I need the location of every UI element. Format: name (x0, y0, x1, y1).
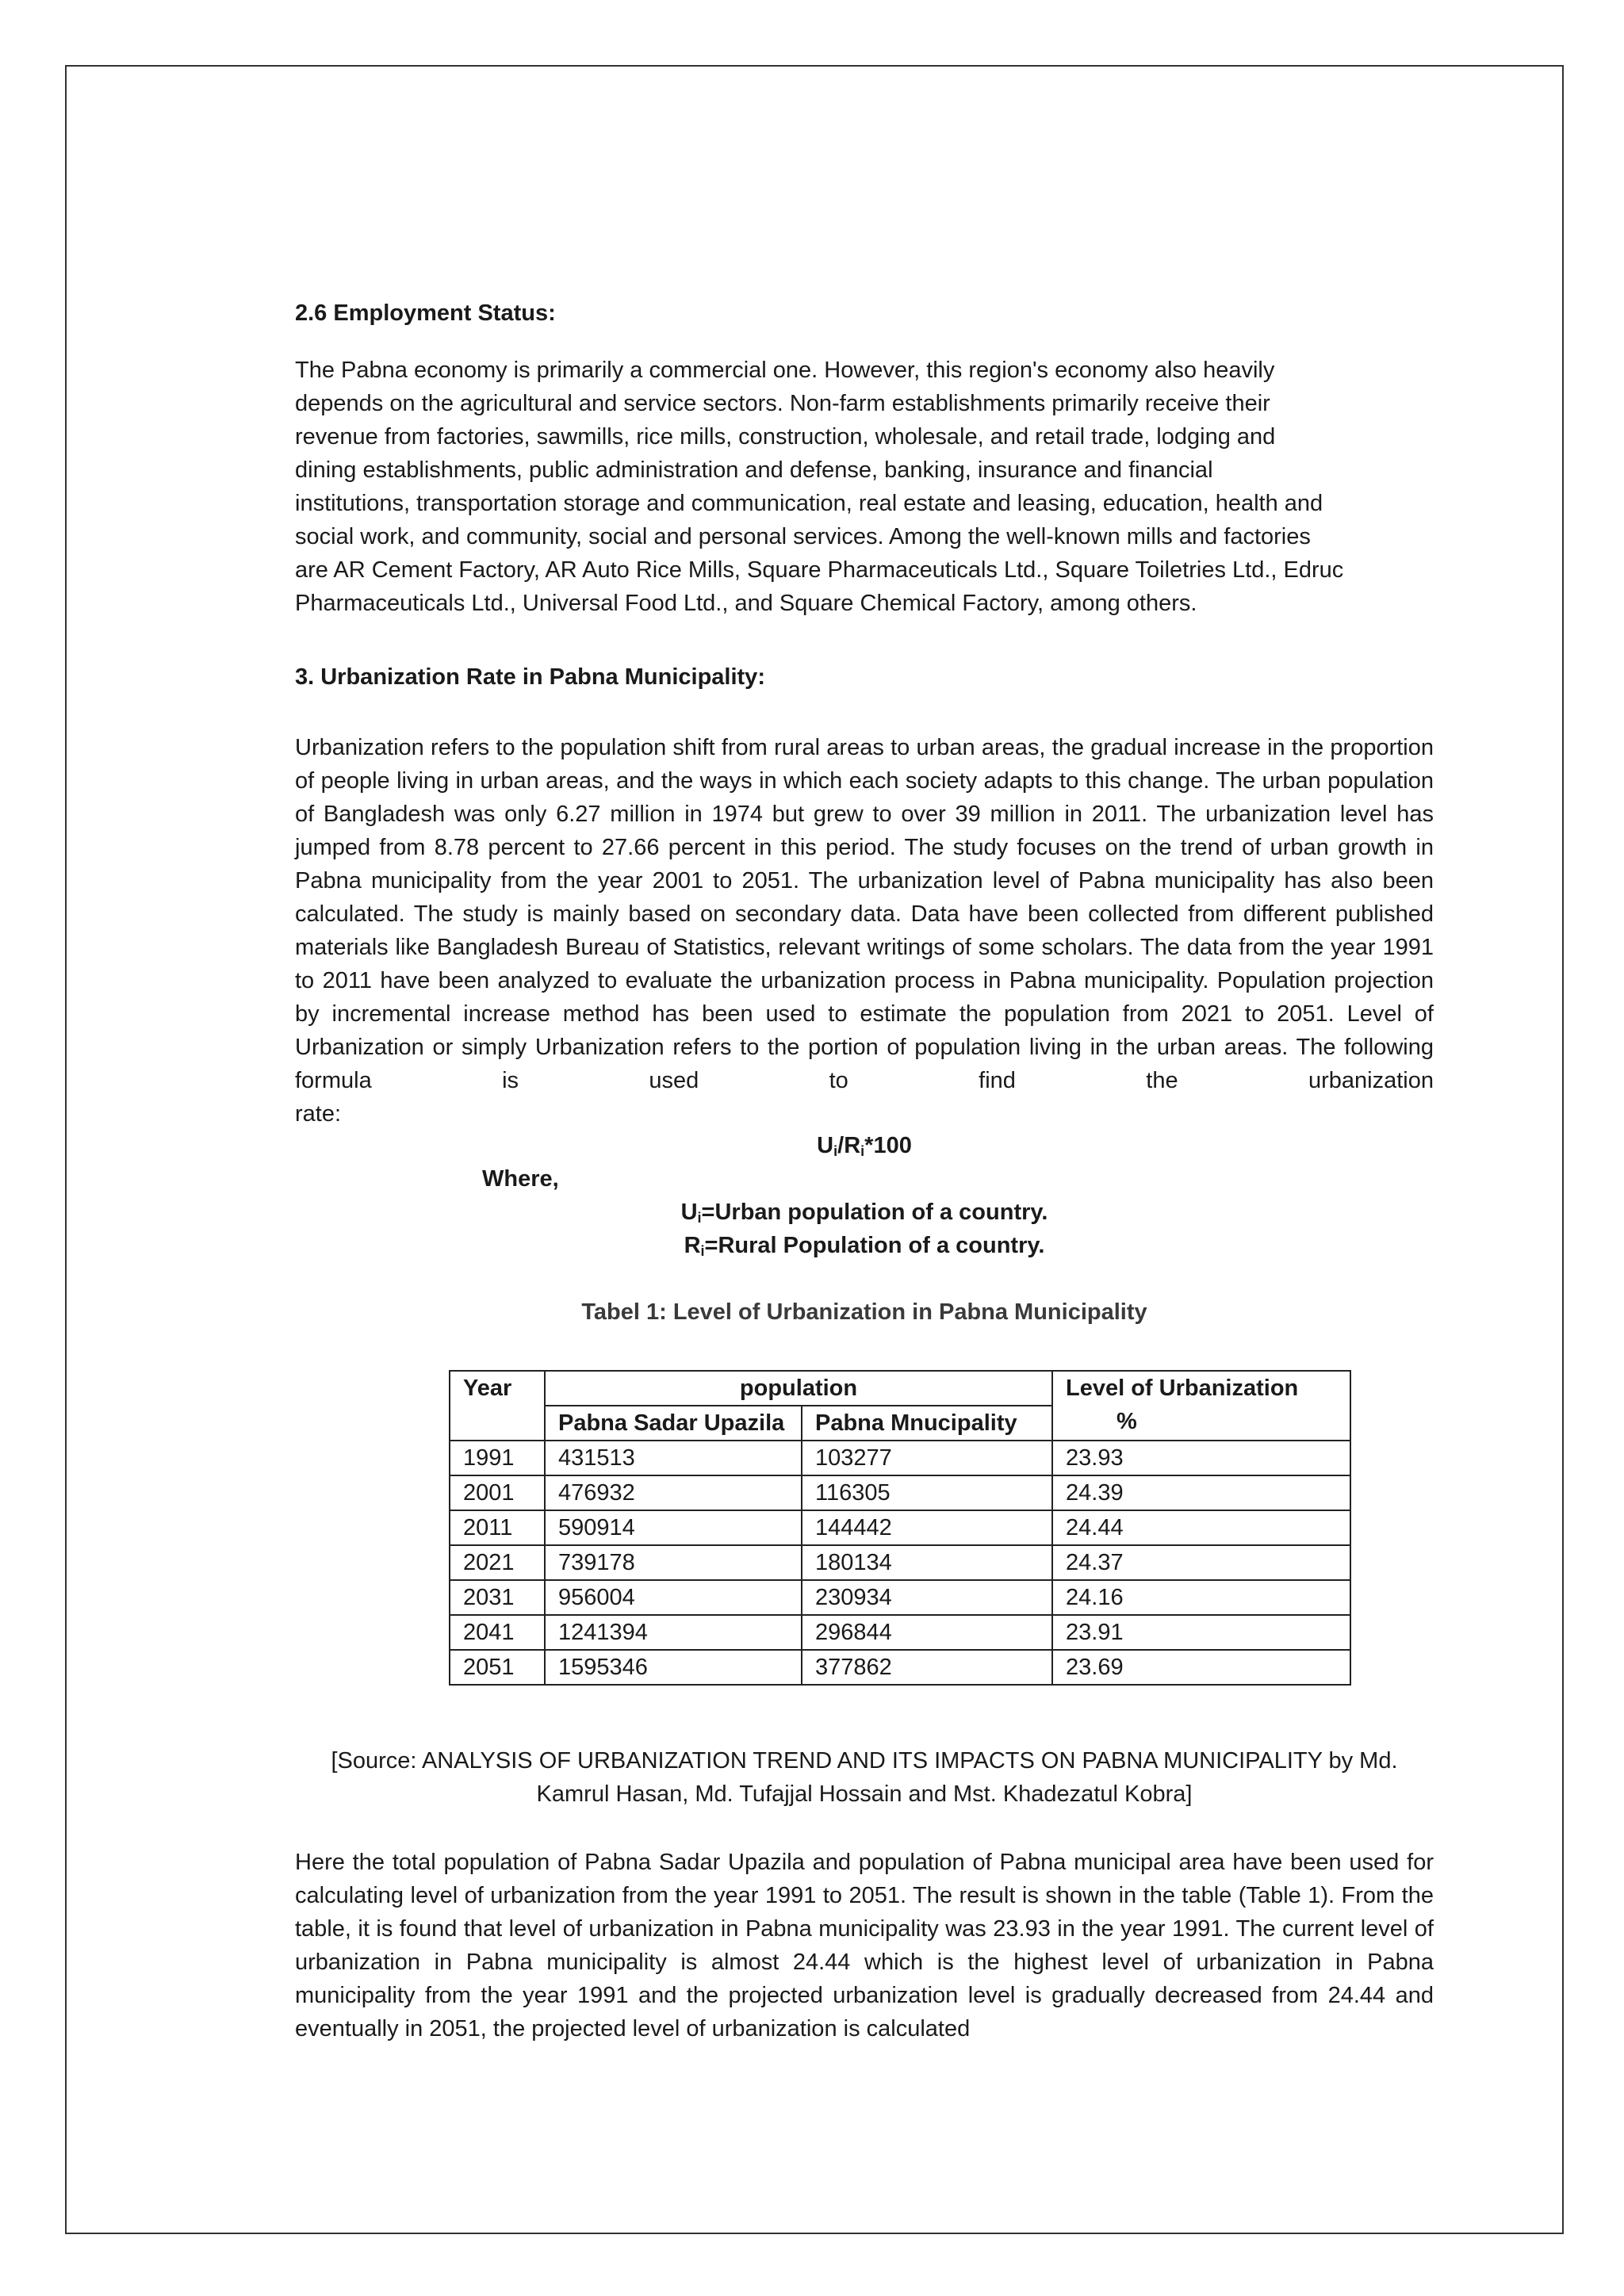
table-source-citation: [Source: ANALYSIS OF URBANIZATION TREND AND ITS IMPACTS ON PABNA MUNICIPALITY by Md. Kamrul Hasan, Md. Tufajjal Hossain and Mst. Khadezatul Kobra] (331, 1748, 1398, 1807)
header-population: population (545, 1371, 1052, 1406)
header-sadar: Pabna Sadar Upazila (545, 1406, 802, 1441)
section-heading-employment: 2.6 Employment Status: (295, 300, 556, 326)
table-row: 2031 956004 230934 24.16 (450, 1580, 1350, 1615)
closing-paragraph: Here the total population of Pabna Sadar Upazila and population of Pabna municipal area have been used for calculating level of urbanization from the year 1991 to 2051. The result is shown in the table (Table 1). From the table, it is found that level of urbanization in Pabna municipality was 23.93 in the year 1991. The current level of urbanization in Pabna municipality is almost 24.44 which is the highest level of urbanization in Pabna municipality from the year 1991 and the projected urbanization level is gradually decreased from 24.44 and eventually in 2051, the projected level of urbanization is calculated (295, 1850, 1434, 2042)
urbanization-paragraph: Urbanization refers to the population shift from rural areas to urban areas, the gradual increase in the proportion of people living in urban areas, and the ways in which each society adapts to this change. The urban population of Bangladesh was only 6.27 million in 1974 but grew to over 39 million in 2011. The urbanization level has jumped from 8.78 percent to 27.66 percent in this period. The study focuses on the trend of urban growth in Pabna municipality from the year 2001 to 2051. The urbanization level of Pabna municipality has also been calculated. The study is mainly based on secondary data. Data have been collected from different published materials like Bangladesh Bureau of Statistics, relevant writings of some scholars. The data from the year 1991 to 2011 have been analyzed to evaluate the urbanization process in Pabna municipality. Population projection by incremental increase method has been used to estimate the population from 2021 to 2051. Level of Urbanization or simply Urbanization refers to the portion of population living in the urban areas. The following formula is used to find the urbanization (295, 735, 1434, 1093)
formula-definition-rural: $R_i=Rural$ Population of a country. (684, 1233, 1045, 1259)
table-caption: Tabel 1: Level of Urbanization in Pabna Municipality (581, 1299, 1147, 1325)
table-header-row (450, 1371, 1350, 1406)
table-row: 2021 739178 180134 24.37 (450, 1545, 1350, 1580)
table-row: 2041 1241394 296844 23.91 (450, 1615, 1350, 1650)
formula-definition-urban: $U_i=Urban$ population of a country. (680, 1200, 1048, 1226)
employment-line: revenue from factories, sawmills, rice mills, construction, wholesale, and retail trade, lodging and (295, 424, 1276, 450)
table-row: 2011 590914 144442 24.44 (450, 1510, 1350, 1545)
table-row: 1991 431513 103277 23.93 (450, 1441, 1350, 1475)
employment-line: social work, and community, social and personal services. Among the well-known mills and factories (295, 524, 1311, 549)
employment-line: The Pabna economy is primarily a commercial one. However, this region's economy also heavily (295, 358, 1275, 383)
employment-paragraph (295, 354, 1434, 620)
header-level: Level of Urbanization % (1052, 1371, 1350, 1441)
employment-line: depends on the agricultural and service sectors. Non-farm establishments primarily receive their (295, 391, 1270, 416)
section-heading-urbanization: 3. Urbanization Rate in Pabna Municipality: (295, 664, 765, 690)
urbanization-paragraph-end: rate: (295, 1101, 342, 1127)
formula-where-label: Where, (482, 1166, 559, 1192)
employment-line: dining establishments, public administration and defense, banking, insurance and financial (295, 457, 1213, 483)
header-municipality: Pabna Mnucipality (802, 1406, 1052, 1441)
employment-line: Pharmaceuticals Ltd., Universal Food Ltd., and Square Chemical Factory, among others. (295, 591, 1197, 616)
table-row: 2001 476932 116305 24.39 (450, 1475, 1350, 1510)
urbanization-formula: $U_i/R_i*100$ (817, 1133, 912, 1159)
employment-line: institutions, transportation storage and communication, real estate and leasing, education, health and (295, 491, 1323, 516)
employment-line: are AR Cement Factory, AR Auto Rice Mills, Square Pharmaceuticals Ltd., Square Toiletries Ltd., Edruc (295, 557, 1344, 583)
table-row: 2051 1595346 377862 23.69 (450, 1650, 1350, 1685)
urbanization-table (449, 1370, 1351, 1686)
header-year: Year (450, 1371, 545, 1441)
